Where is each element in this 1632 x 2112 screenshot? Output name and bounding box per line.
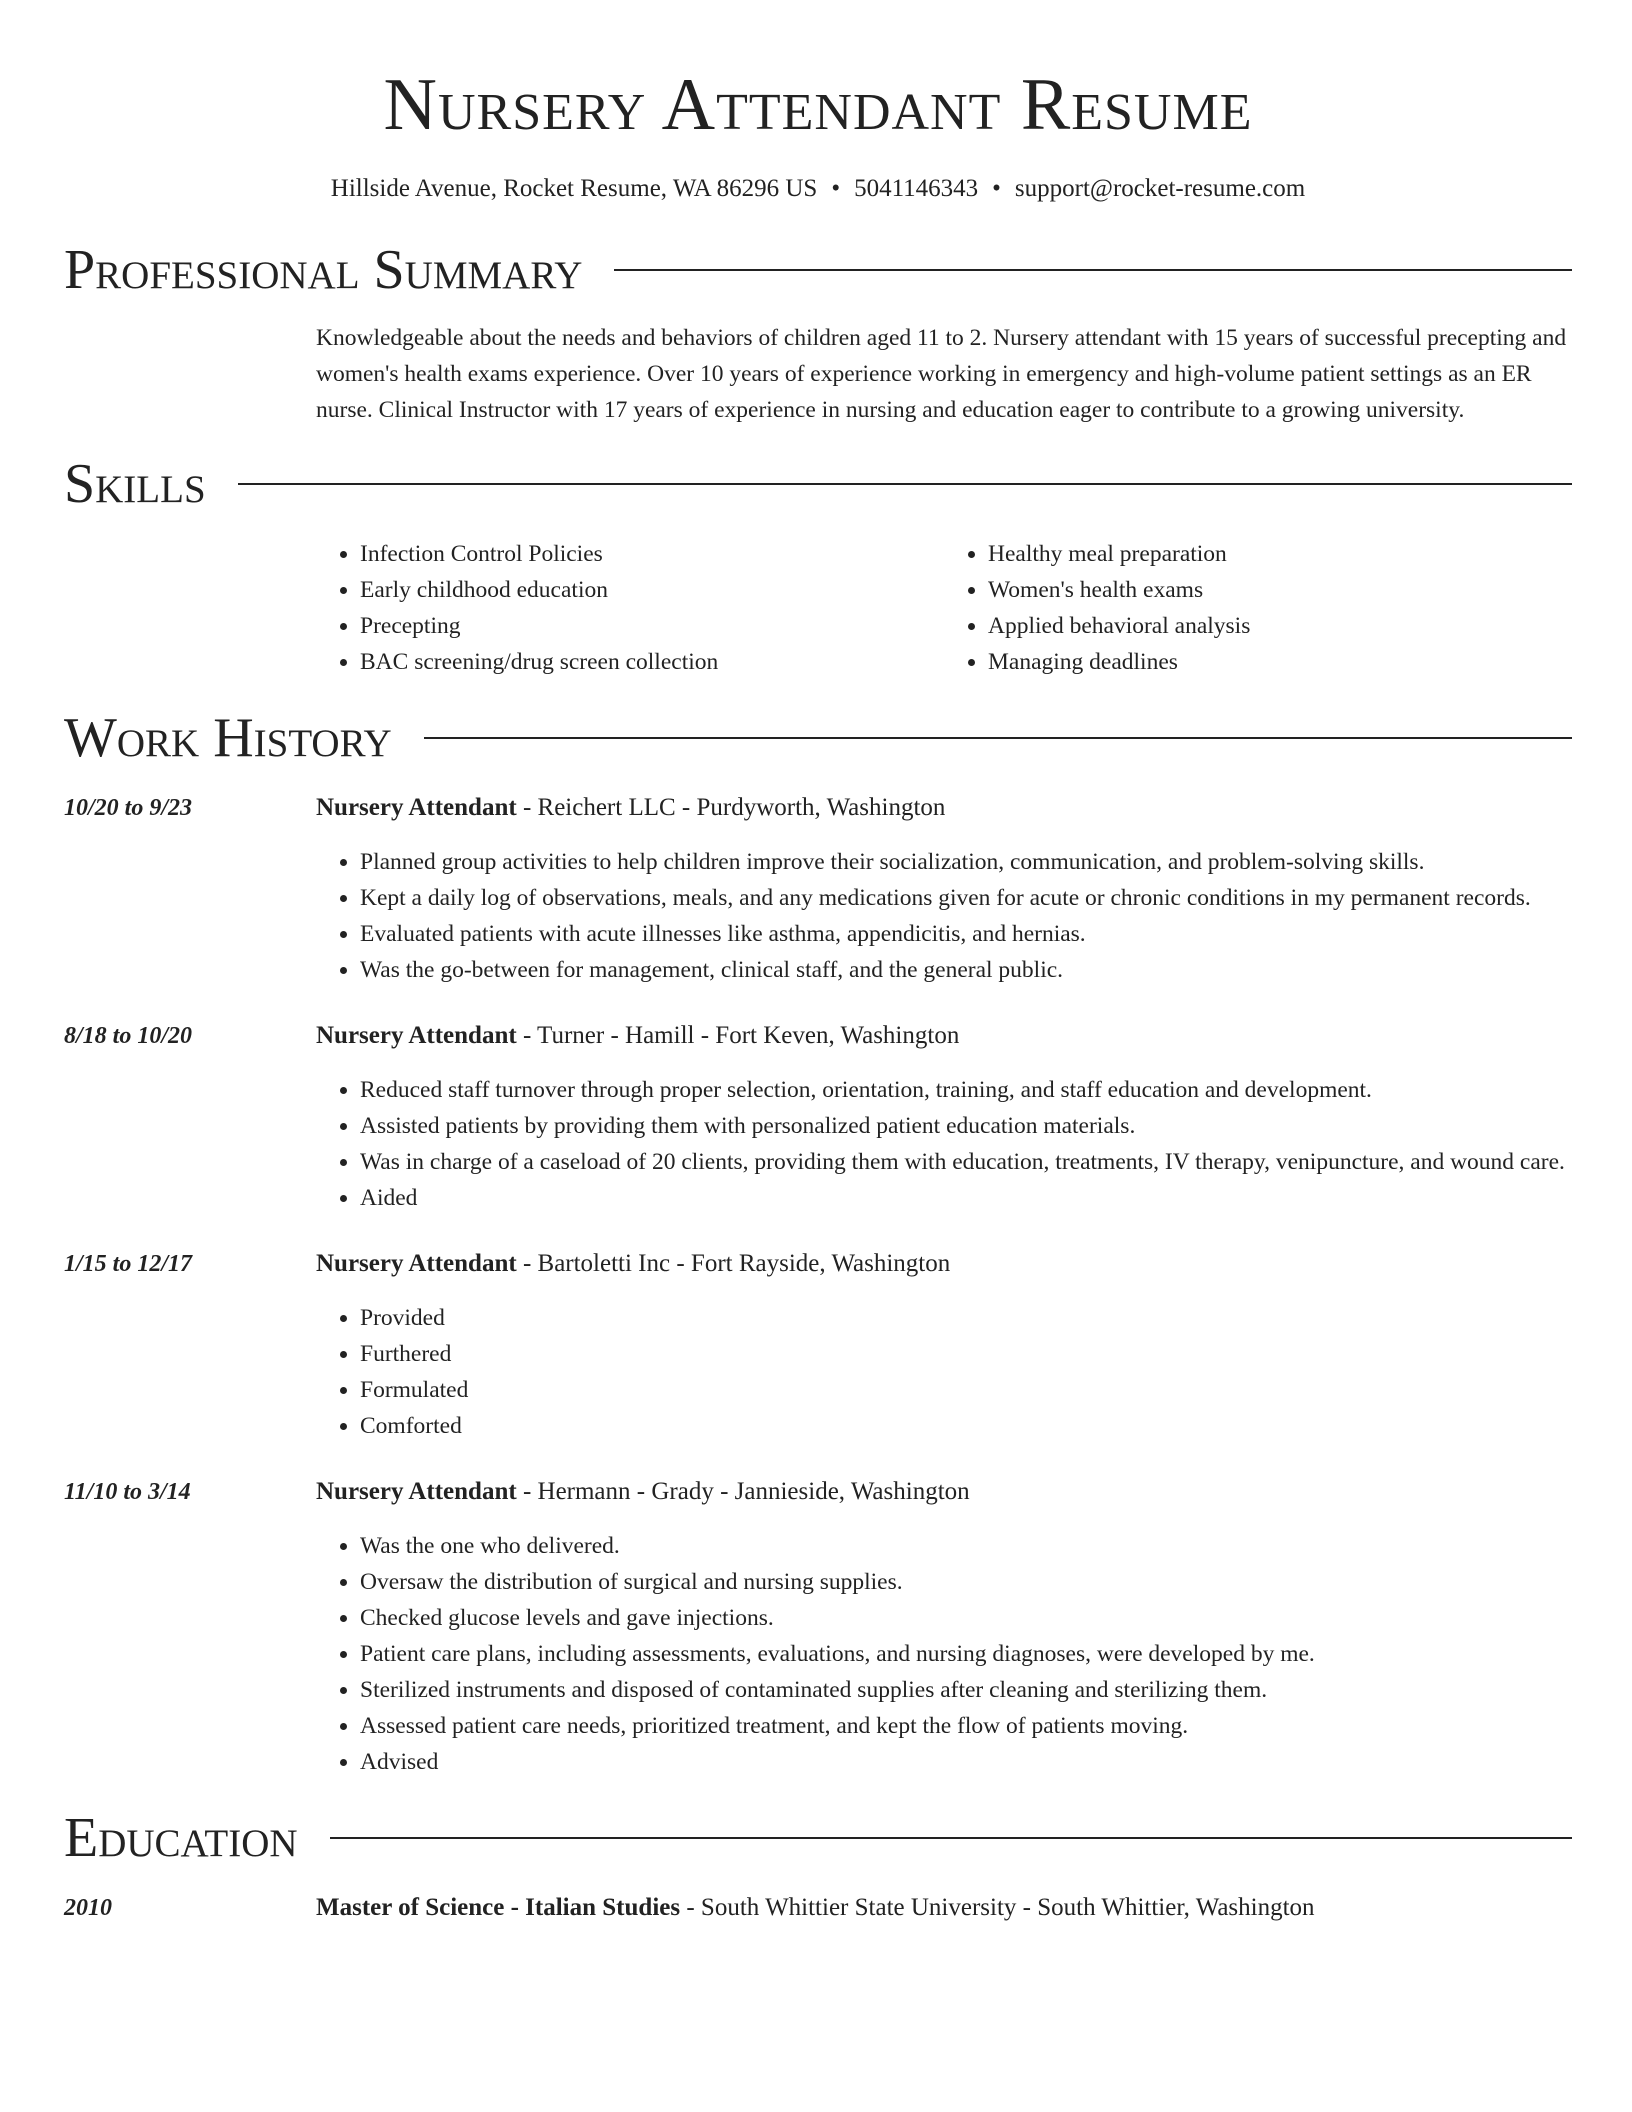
- job-bullets: [316, 1072, 1572, 1216]
- list-item: • Assisted patients by providing them with personalized patient education materials.: [360, 1108, 1572, 1144]
- job-title: Nursery Attendant: [316, 1022, 517, 1049]
- job-entry: [64, 1018, 1572, 1216]
- job-title: Nursery Attendant: [316, 794, 517, 821]
- skills-list-right: [944, 536, 1572, 680]
- skills-columns: [316, 536, 1572, 680]
- list-item: • Patient care plans, including assessments, evaluations, and nursing diagnoses, were developed by me.: [360, 1636, 1572, 1672]
- education-details: - South Whittier State University - South Whittier, Washington: [680, 1894, 1315, 1921]
- section-rule: [238, 483, 1572, 485]
- job-entry: [64, 790, 1572, 988]
- list-item: • Reduced staff turnover through proper selection, orientation, training, and staff education and development.: [360, 1072, 1572, 1108]
- job-dates: 8/18 to 10/20: [64, 1023, 193, 1049]
- summary-text: Knowledgeable about the needs and behaviors of children aged 11 to 2. Nursery attendant with 15 years of successful precepting and women's health exams experience. Over 10 years of experience working in emergency and high-volume patient settings as an ER nurse. Clinical Instructor with 17 years of experience in nursing and education eager to contribute to a growing university.: [316, 325, 1567, 423]
- skills-list-left: [316, 536, 944, 680]
- job-employer-location: - Turner - Hamill - Fort Keven, Washington: [516, 1022, 960, 1049]
- list-item: • Applied behavioral analysis: [988, 608, 1572, 644]
- list-item: • Provided: [360, 1300, 1572, 1336]
- job-title: Nursery Attendant: [316, 1478, 517, 1505]
- list-item: • Was the one who delivered.: [360, 1528, 1572, 1564]
- job-title: Nursery Attendant: [316, 1250, 517, 1277]
- skills-heading-row: [64, 454, 1572, 514]
- job-dates: 10/20 to 9/23: [64, 795, 193, 821]
- list-item: • Checked glucose levels and gave injections.: [360, 1600, 1572, 1636]
- job-body: [316, 1246, 1572, 1444]
- list-item: • Kept a daily log of observations, meals, and any medications given for acute or chronic conditions in my permanent records.: [360, 880, 1572, 916]
- list-item: • Assessed patient care needs, prioritized treatment, and kept the flow of patients moving.: [360, 1708, 1572, 1744]
- resume-title: Nursery Attendant Resume: [383, 64, 1253, 146]
- job-title-line: [316, 1246, 1572, 1282]
- education-line: [316, 1890, 1315, 1926]
- job-title-line: [316, 790, 1572, 826]
- work-history-list: [64, 790, 1572, 1780]
- education-heading-row: [64, 1808, 1572, 1868]
- section-rule: [424, 737, 1572, 739]
- job-title-line: [316, 1018, 1572, 1054]
- list-item: • Furthered: [360, 1336, 1572, 1372]
- list-item: • Infection Control Policies: [360, 536, 944, 572]
- job-body: [316, 1474, 1572, 1780]
- list-item: • Managing deadlines: [988, 644, 1572, 680]
- education-entry: [64, 1890, 1572, 1926]
- job-employer-location: - Bartoletti Inc - Fort Rayside, Washington: [516, 1250, 951, 1277]
- list-item: • Aided: [360, 1180, 1572, 1216]
- work-heading-row: [64, 708, 1572, 768]
- job-title-line: [316, 1474, 1572, 1510]
- list-item: • Healthy meal preparation: [988, 536, 1572, 572]
- separator-dot: •: [831, 175, 841, 202]
- list-item: • Precepting: [360, 608, 944, 644]
- list-item: • Was the go-between for management, clinical staff, and the general public.: [360, 952, 1572, 988]
- section-rule: [330, 1837, 1572, 1839]
- job-employer-location: - Reichert LLC - Purdyworth, Washington: [516, 794, 946, 821]
- summary-heading: Professional Summary: [64, 239, 583, 301]
- job-entry: [64, 1246, 1572, 1444]
- separator-dot: •: [992, 175, 1001, 202]
- list-item: • Oversaw the distribution of surgical and nursing supplies.: [360, 1564, 1572, 1600]
- list-item: • Formulated: [360, 1372, 1572, 1408]
- job-bullets: [316, 1300, 1572, 1444]
- list-item: • Was in charge of a caseload of 20 clients, providing them with education, treatments, IV therapy, venipuncture, and wound care.: [360, 1144, 1572, 1180]
- skills-heading: Skills: [64, 453, 206, 515]
- summary-heading-row: [64, 240, 1572, 300]
- list-item: • Sterilized instruments and disposed of contaminated supplies after cleaning and sterilizing them.: [360, 1672, 1572, 1708]
- resume-page: [64, 0, 1572, 1926]
- section-rule: [614, 269, 1572, 271]
- education-year: 2010: [64, 1895, 112, 1921]
- contact-email: support@rocket-resume.com: [1014, 175, 1306, 202]
- contact-line: [64, 172, 1572, 206]
- work-heading: Work History: [64, 707, 392, 769]
- job-body: [316, 790, 1572, 988]
- list-item: • Advised: [360, 1744, 1572, 1780]
- job-bullets: [316, 844, 1572, 988]
- job-employer-location: - Hermann - Grady - Jannieside, Washington: [516, 1478, 970, 1505]
- list-item: • Evaluated patients with acute illnesses like asthma, appendicitis, and hernias.: [360, 916, 1572, 952]
- list-item: • Women's health exams: [988, 572, 1572, 608]
- list-item: • BAC screening/drug screen collection: [360, 644, 944, 680]
- job-body: [316, 1018, 1572, 1216]
- list-item: • Early childhood education: [360, 572, 944, 608]
- education-heading: Education: [64, 1807, 298, 1869]
- contact-phone: 5041146343: [854, 175, 979, 202]
- job-dates: 1/15 to 12/17: [64, 1251, 193, 1277]
- list-item: • Comforted: [360, 1408, 1572, 1444]
- job-entry: [64, 1474, 1572, 1780]
- job-bullets: [316, 1528, 1572, 1780]
- contact-address: Hillside Avenue, Rocket Resume, WA 86296 US: [330, 175, 818, 202]
- job-dates: 11/10 to 3/14: [64, 1479, 191, 1505]
- education-degree: Master of Science - Italian Studies: [316, 1894, 681, 1921]
- list-item: • Planned group activities to help children improve their socialization, communication, and problem-solving skills.: [360, 844, 1572, 880]
